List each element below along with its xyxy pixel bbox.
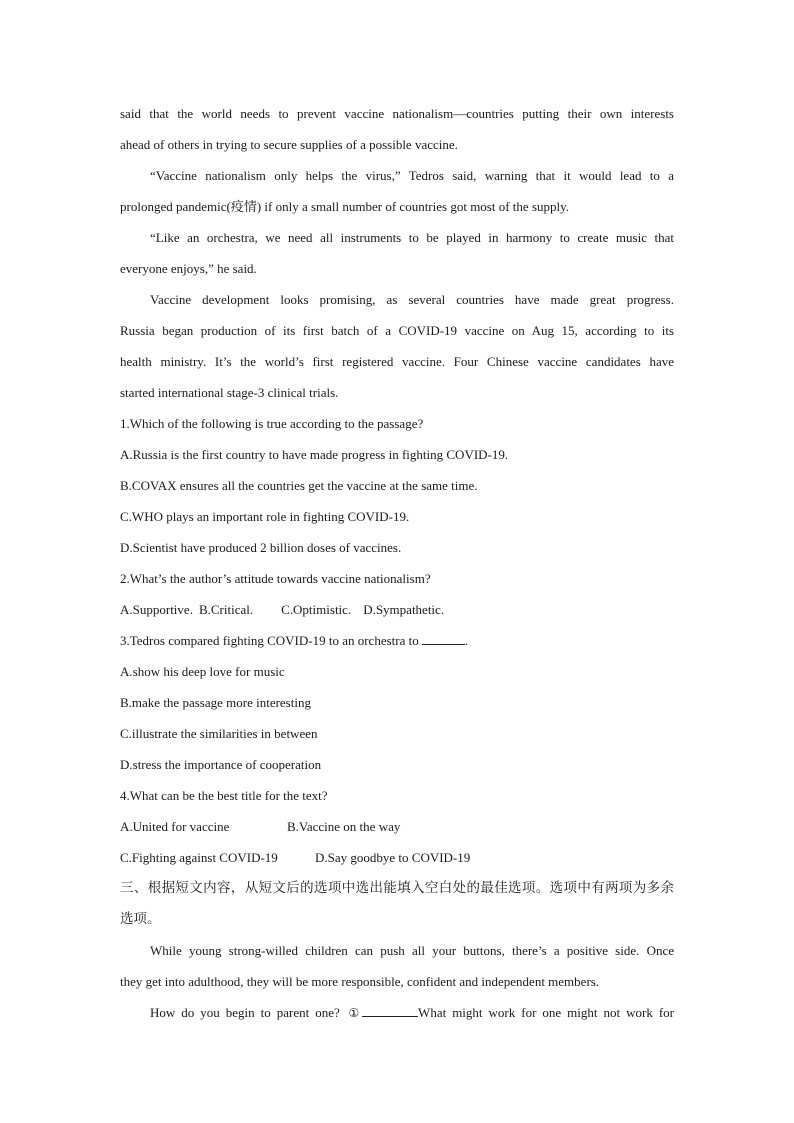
question-1-option-c: C.WHO plays an important role in fighting COVID-19. xyxy=(120,509,410,524)
question-3-option-c: C.illustrate the similarities in between xyxy=(120,726,318,741)
answer-blank xyxy=(362,1002,418,1017)
passage-line: “Vaccine nationalism only helps the virus,” Tedros said, warning that it would lead to a xyxy=(150,168,674,183)
passage-line: “Like an orchestra, we need all instruments to be played in harmony to create music that xyxy=(150,230,674,245)
question-2-option-b: B.Critical. xyxy=(198,602,254,617)
question-2-options xyxy=(120,594,674,625)
section-3-instruction: 选项。 xyxy=(120,911,161,927)
answer-blank xyxy=(422,630,465,645)
passage-line: everyone enjoys,” he said. xyxy=(120,261,257,276)
passage-text: How do you begin to parent one? xyxy=(150,1005,340,1020)
question-1-stem: 1.Which of the following is true according to the passage? xyxy=(120,416,424,431)
passage-line: health ministry. It’s the world’s first registered vaccine. Four Chinese vaccine candidates have xyxy=(120,354,674,369)
passage-line: While young strong-willed children can push all your buttons, there’s a positive side. Once xyxy=(150,943,674,958)
passage-line: Vaccine development looks promising, as several countries have made great progress. xyxy=(150,292,674,307)
question-4-option-a: A.United for vaccine xyxy=(120,819,230,834)
question-1-option-d: D.Scientist have produced 2 billion doses of vaccines. xyxy=(120,540,402,555)
question-4-option-b: B.Vaccine on the way xyxy=(287,819,401,834)
question-4-stem: 4.What can be the best title for the text? xyxy=(120,788,328,803)
question-2-stem: 2.What’s the author’s attitude towards vaccine nationalism? xyxy=(120,571,431,586)
question-3-stem-end: . xyxy=(464,633,469,648)
section-3-instruction: 三、根据短文内容，从短文后的选项中选出能填入空白处的最佳选项。选项中有两项为多余 xyxy=(120,880,674,896)
question-4-option-d: D.Say goodbye to COVID-19 xyxy=(315,850,471,865)
passage-line: prolonged pandemic(疫情) if only a small number of countries got most of the supply. xyxy=(120,199,570,214)
question-3-stem-text: 3.Tedros compared fighting COVID-19 to an orchestra to xyxy=(120,633,419,648)
question-2-option-d: D.Sympathetic. xyxy=(363,602,445,617)
passage-line: ahead of others in trying to secure supplies of a possible vaccine. xyxy=(120,137,458,152)
question-1-option-a: A.Russia is the first country to have made progress in fighting COVID-19. xyxy=(120,447,509,462)
question-3-stem xyxy=(120,625,674,656)
question-1-option-b: B.COVAX ensures all the countries get the vaccine at the same time. xyxy=(120,478,478,493)
question-2-option-a: A.Supportive. xyxy=(120,602,193,617)
question-2-option-c: C.Optimistic. xyxy=(281,602,352,617)
passage-line: said that the world needs to prevent vaccine nationalism—countries putting their own interests xyxy=(120,106,674,121)
passage-line: they get into adulthood, they will be more responsible, confident and independent members. xyxy=(120,974,600,989)
document-body xyxy=(120,98,674,1028)
passage-text: What might work for one might not work for xyxy=(418,1005,674,1020)
question-3-option-d: D.stress the importance of cooperation xyxy=(120,757,322,772)
question-3-option-b: B.make the passage more interesting xyxy=(120,695,311,710)
question-4-option-c: C.Fighting against COVID-19 xyxy=(120,850,278,865)
question-4-options-row-2 xyxy=(120,842,674,873)
blank-marker: ① xyxy=(345,1006,363,1020)
passage-line: Russia began production of its first batch of a COVID-19 vaccine on Aug 15, according to its xyxy=(120,323,674,338)
passage-line xyxy=(120,997,674,1028)
question-3-option-a: A.show his deep love for music xyxy=(120,664,285,679)
passage-line: started international stage-3 clinical trials. xyxy=(120,385,339,400)
question-4-options-row-1 xyxy=(120,811,674,842)
